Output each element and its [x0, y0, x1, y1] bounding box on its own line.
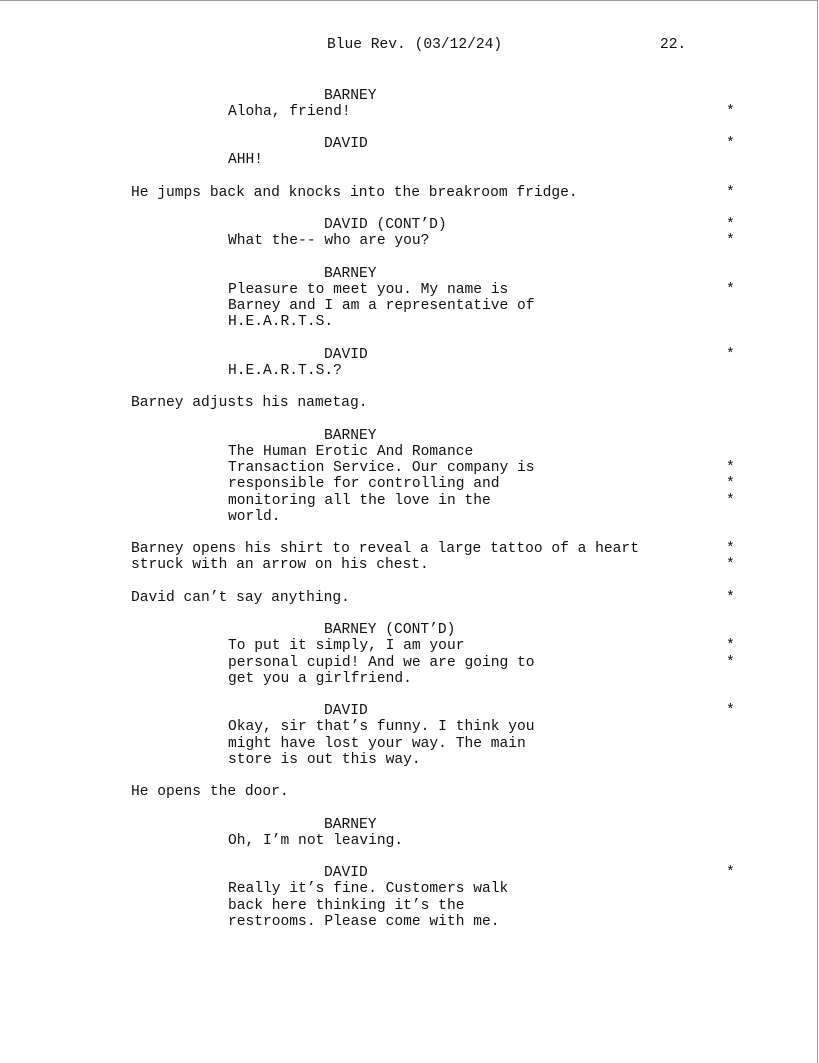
- revision-asterisk: *: [726, 346, 735, 363]
- dialogue-line: To put it simply, I am your: [228, 638, 465, 655]
- dialogue-line: personal cupid! And we are going to: [228, 654, 535, 671]
- dialogue-line: Barney and I am a representative of: [228, 298, 535, 315]
- page-number: 22.: [660, 37, 687, 53]
- dialogue-line: world.: [228, 508, 281, 525]
- dialogue-line: store is out this way.: [228, 751, 421, 768]
- revision-asterisk: *: [726, 184, 735, 201]
- revision-asterisk: *: [726, 233, 735, 250]
- dialogue-line: get you a girlfriend.: [228, 670, 412, 687]
- revision-asterisk: *: [726, 865, 735, 882]
- dialogue-line: Really it’s fine. Customers walk: [228, 881, 509, 898]
- revision-asterisk: *: [726, 492, 735, 509]
- dialogue-line: back here thinking it’s the: [228, 897, 465, 914]
- revision-asterisk: *: [726, 654, 735, 671]
- dialogue-line: Pleasure to meet you. My name is: [228, 281, 509, 298]
- character-line: DAVID: [324, 346, 368, 363]
- character-line: BARNEY: [324, 265, 377, 282]
- dialogue-line: Transaction Service. Our company is: [228, 460, 535, 477]
- dialogue-line: Okay, sir that’s funny. I think you: [228, 719, 535, 736]
- character-line: DAVID (CONT’D): [324, 217, 447, 234]
- revision-asterisk: *: [726, 136, 735, 153]
- dialogue-line: What the-- who are you?: [228, 233, 430, 250]
- dialogue-line: H.E.A.R.T.S.?: [228, 362, 342, 379]
- dialogue-line: Oh, I’m not leaving.: [228, 832, 404, 849]
- action-line: struck with an arrow on his chest.: [131, 557, 429, 574]
- character-line: DAVID: [324, 865, 368, 882]
- revision-asterisk: *: [726, 557, 735, 574]
- revision-asterisk: *: [726, 638, 735, 655]
- revision-asterisk: *: [726, 476, 735, 493]
- character-line: BARNEY: [324, 816, 377, 833]
- dialogue-line: H.E.A.R.T.S.: [228, 314, 334, 331]
- dialogue-line: AHH!: [228, 152, 264, 169]
- dialogue-line: responsible for controlling and: [228, 476, 500, 493]
- character-line: BARNEY: [324, 87, 377, 104]
- character-line: DAVID: [324, 136, 368, 153]
- revision-asterisk: *: [726, 460, 735, 477]
- dialogue-line: monitoring all the love in the: [228, 492, 491, 509]
- revision-asterisk: *: [726, 281, 735, 298]
- action-line: He jumps back and knocks into the breakroom fridge.: [131, 184, 578, 201]
- dialogue-line: Aloha, friend!: [228, 103, 351, 120]
- action-line: He opens the door.: [131, 784, 289, 801]
- action-line: Barney opens his shirt to reveal a large tattoo of a heart: [131, 541, 639, 558]
- action-line: David can’t say anything.: [131, 589, 350, 606]
- revision-asterisk: *: [726, 703, 735, 720]
- revision-asterisk: *: [726, 541, 735, 558]
- character-line: BARNEY (CONT’D): [324, 622, 456, 639]
- character-line: BARNEY: [324, 427, 377, 444]
- revision-asterisk: *: [726, 589, 735, 606]
- dialogue-line: might have lost your way. The main: [228, 735, 526, 752]
- revision-asterisk: *: [726, 217, 735, 234]
- character-line: DAVID: [324, 703, 368, 720]
- revision-asterisk: *: [726, 103, 735, 120]
- dialogue-line: The Human Erotic And Romance: [228, 443, 474, 460]
- action-line: Barney adjusts his nametag.: [131, 395, 368, 412]
- revision-header: Blue Rev. (03/12/24): [327, 37, 503, 53]
- dialogue-line: restrooms. Please come with me.: [228, 913, 500, 930]
